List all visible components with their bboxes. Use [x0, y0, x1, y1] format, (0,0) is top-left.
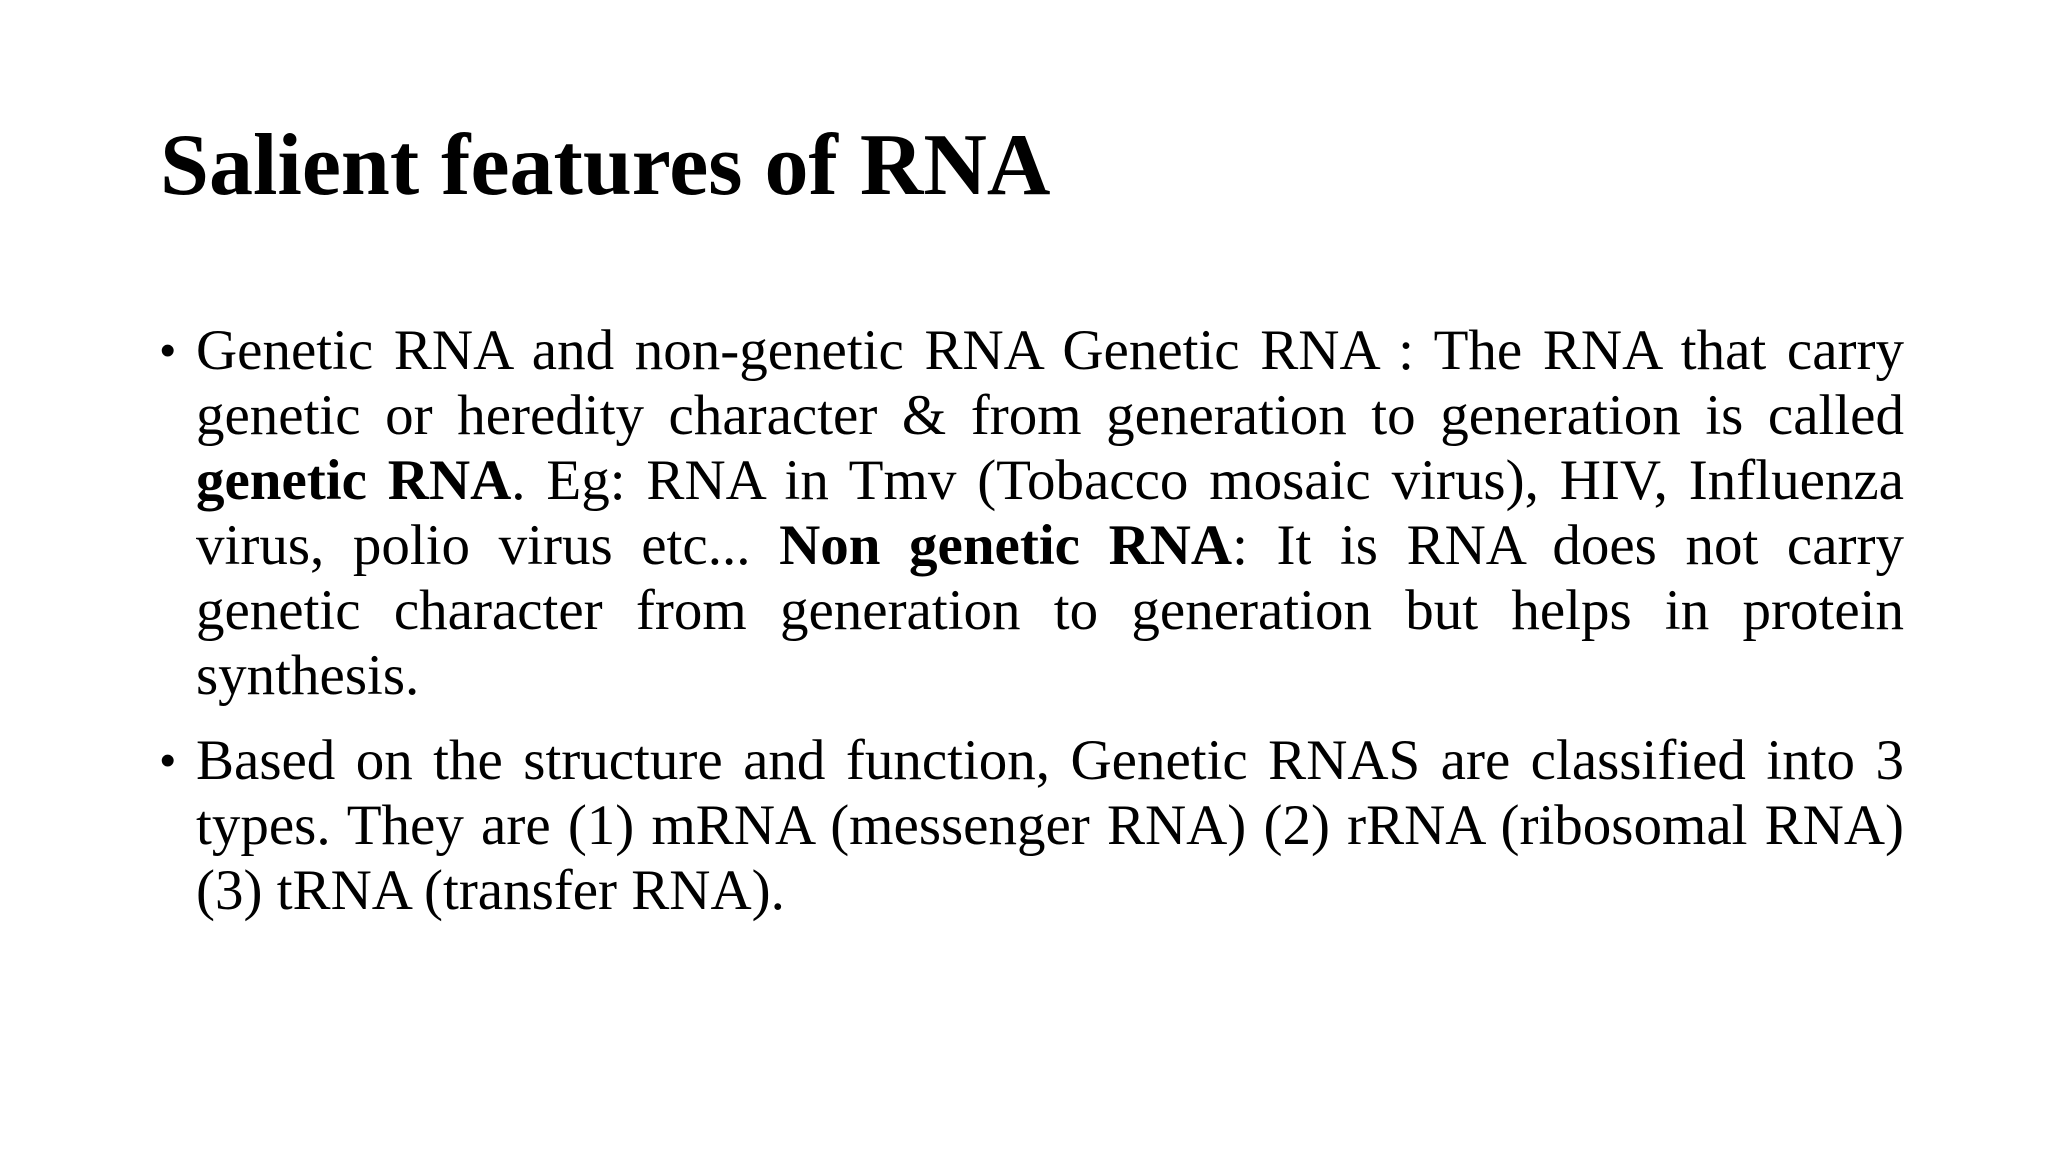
text-segment: Based on the structure and function, Genetic RNAS are classified into 3 types. They are (1) mRNA (messenger RNA) (2) rRNA (ribosomal RNA) (3) tRNA (transfer RNA). [196, 729, 1904, 922]
bullet-text [196, 729, 1904, 922]
bold-term-non-genetic-rna: Non genetic RNA [779, 514, 1233, 577]
bullet-dot-icon: • [160, 736, 176, 785]
text-segment: : It is RNA does not carry genetic character from generation to generation but helps in protein synthesis. [196, 514, 1904, 707]
bullet-item-rna-types [160, 728, 1904, 923]
text-segment: Genetic RNA and non-genetic RNA Genetic RNA : The RNA that carry genetic or heredity character & from generation to generation is called [196, 319, 1904, 447]
bullet-list [160, 318, 1904, 943]
bullet-dot-icon: • [160, 326, 176, 375]
text-segment: . Eg: RNA in Tmv (Tobacco mosaic virus), HIV, Influenza virus, polio virus etc... [196, 449, 1904, 577]
slide-title: Salient features of RNA [160, 117, 1051, 214]
bold-term-genetic-rna: genetic RNA [196, 449, 512, 512]
bullet-text [196, 319, 1904, 707]
bullet-item-genetic-rna [160, 318, 1904, 708]
